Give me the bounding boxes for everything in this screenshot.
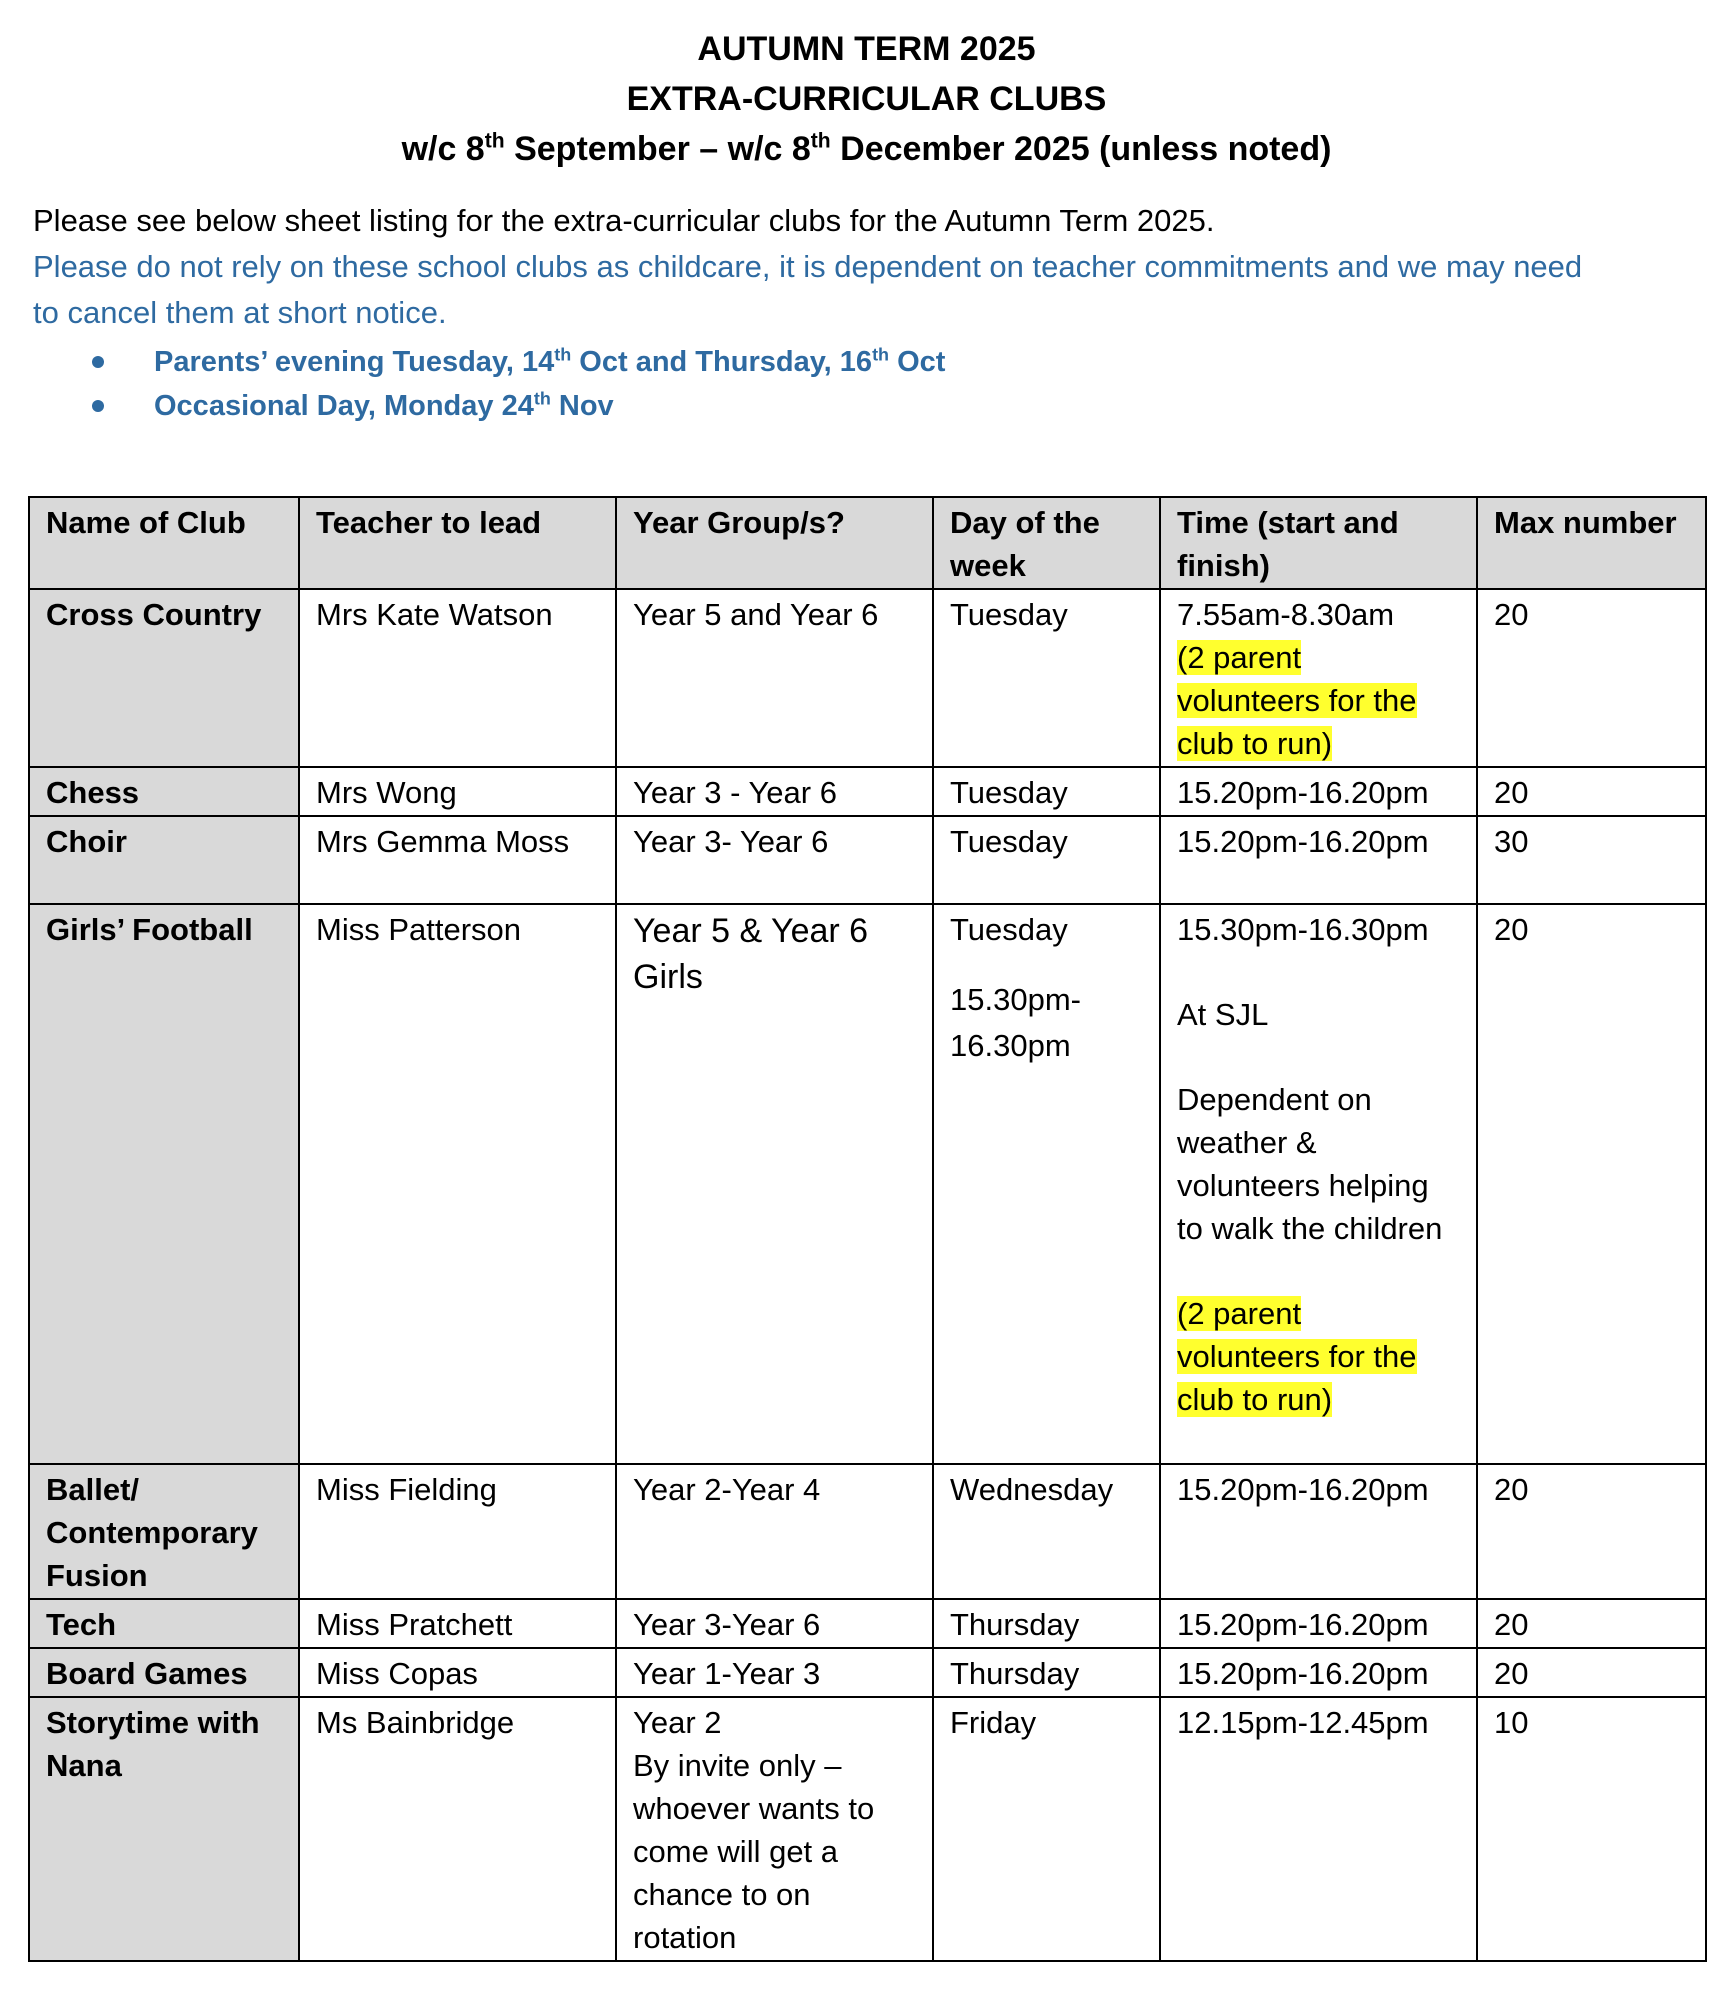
club-name: Chess [29, 767, 299, 816]
club-day: Friday [933, 1697, 1160, 1961]
club-time: 15.20pm-16.20pm [1160, 816, 1477, 904]
club-day: Tuesday [933, 816, 1160, 904]
club-time: 15.20pm-16.20pm [1160, 1599, 1477, 1648]
club-time: 15.20pm-16.20pm [1160, 1648, 1477, 1697]
club-max: 20 [1477, 904, 1706, 1464]
heading-clubs: EXTRA-CURRICULAR CLUBS [626, 80, 1107, 118]
table-row [29, 904, 1706, 1464]
table-row [29, 1464, 1706, 1599]
heading-term: AUTUMN TERM 2025 [697, 30, 1036, 68]
club-day: Wednesday [933, 1464, 1160, 1599]
table-row [29, 767, 1706, 816]
club-time: 7.55am-8.30am (2 parent volunteers for the club to run) [1160, 589, 1477, 767]
club-year: Year 1-Year 3 [616, 1648, 933, 1697]
club-max: 20 [1477, 589, 1706, 767]
club-year: Year 2-Year 4 [616, 1464, 933, 1599]
club-time: 15.20pm-16.20pm [1160, 767, 1477, 816]
club-name: Girls’ Football [29, 904, 299, 1464]
club-time: 15.20pm-16.20pm [1160, 1464, 1477, 1599]
club-teacher: Miss Copas [299, 1648, 616, 1697]
club-year: Year 2 By invite only – whoever wants to come will get a chance to on rotation [616, 1697, 933, 1961]
club-max: 30 [1477, 816, 1706, 904]
club-teacher: Miss Fielding [299, 1464, 616, 1599]
club-name: Ballet/ Contemporary Fusion [29, 1464, 299, 1599]
club-max: 20 [1477, 1648, 1706, 1697]
table-row [29, 1599, 1706, 1648]
column-header: Day of the week [933, 497, 1160, 589]
club-max: 20 [1477, 1599, 1706, 1648]
table-row [29, 1648, 1706, 1697]
club-teacher: Miss Pratchett [299, 1599, 616, 1648]
club-max: 20 [1477, 1464, 1706, 1599]
club-name: Board Games [29, 1648, 299, 1697]
club-year: Year 5 and Year 6 [616, 589, 933, 767]
club-time: 12.15pm-12.45pm [1160, 1697, 1477, 1961]
column-header: Max number [1477, 497, 1706, 589]
club-teacher: Mrs Gemma Moss [299, 816, 616, 904]
list-item: Occasional Day, Monday 24th Nov [86, 384, 945, 428]
club-year: Year 3-Year 6 [616, 1599, 933, 1648]
column-header: Year Group/s? [616, 497, 933, 589]
intro-text: Please see below sheet listing for the extra-curricular clubs for the Autumn Term 2025. [33, 203, 1215, 238]
club-name: Storytime with Nana [29, 1697, 299, 1961]
club-max: 20 [1477, 767, 1706, 816]
club-max: 10 [1477, 1697, 1706, 1961]
club-day: Tuesday [933, 589, 1160, 767]
club-name: Tech [29, 1599, 299, 1648]
club-day: Thursday [933, 1648, 1160, 1697]
bullet-icon [92, 400, 104, 412]
list-item: Parents’ evening Tuesday, 14th Oct and Thursday, 16th Oct [86, 340, 945, 384]
club-teacher: Miss Patterson [299, 904, 616, 1464]
childcare-warning: Please do not rely on these school clubs as childcare, it is dependent on teacher commitments and we may need to cancel them at short notice. [33, 249, 1583, 330]
club-time: 15.30pm-16.30pm At SJL Dependent on weather & volunteers helping to walk the children (2 parent volunteers for the club to run) [1160, 904, 1477, 1464]
intro [33, 198, 1673, 336]
heading-dates: w/c 8th September – w/c 8th December 2025 (unless noted) [401, 129, 1332, 168]
invite-note: By invite only – whoever wants to come will get a chance to on rotation [633, 1748, 875, 1955]
club-teacher: Ms Bainbridge [299, 1697, 616, 1961]
table-header-row [29, 497, 1706, 589]
column-header: Teacher to lead [299, 497, 616, 589]
table-row [29, 816, 1706, 904]
club-year: Year 5 & Year 6 Girls [616, 904, 933, 1464]
table-row [29, 1697, 1706, 1961]
club-name: Cross Country [29, 589, 299, 767]
club-day: Tuesday 15.30pm-16.30pm [933, 904, 1160, 1464]
club-day: Tuesday [933, 767, 1160, 816]
club-day: Thursday [933, 1599, 1160, 1648]
table-row [29, 589, 1706, 767]
column-header: Name of Club [29, 497, 299, 589]
volunteer-note: (2 parent volunteers for the club to run) [1177, 1296, 1417, 1417]
club-teacher: Mrs Kate Watson [299, 589, 616, 767]
club-year: Year 3 - Year 6 [616, 767, 933, 816]
clubs-table [28, 496, 1707, 1962]
column-header: Time (start and finish) [1160, 497, 1477, 589]
bullet-icon [92, 356, 104, 368]
notice-list [86, 340, 945, 428]
page-heading [0, 24, 1733, 174]
club-name: Choir [29, 816, 299, 904]
club-teacher: Mrs Wong [299, 767, 616, 816]
club-year: Year 3- Year 6 [616, 816, 933, 904]
volunteer-note: (2 parent volunteers for the club to run) [1177, 640, 1417, 761]
